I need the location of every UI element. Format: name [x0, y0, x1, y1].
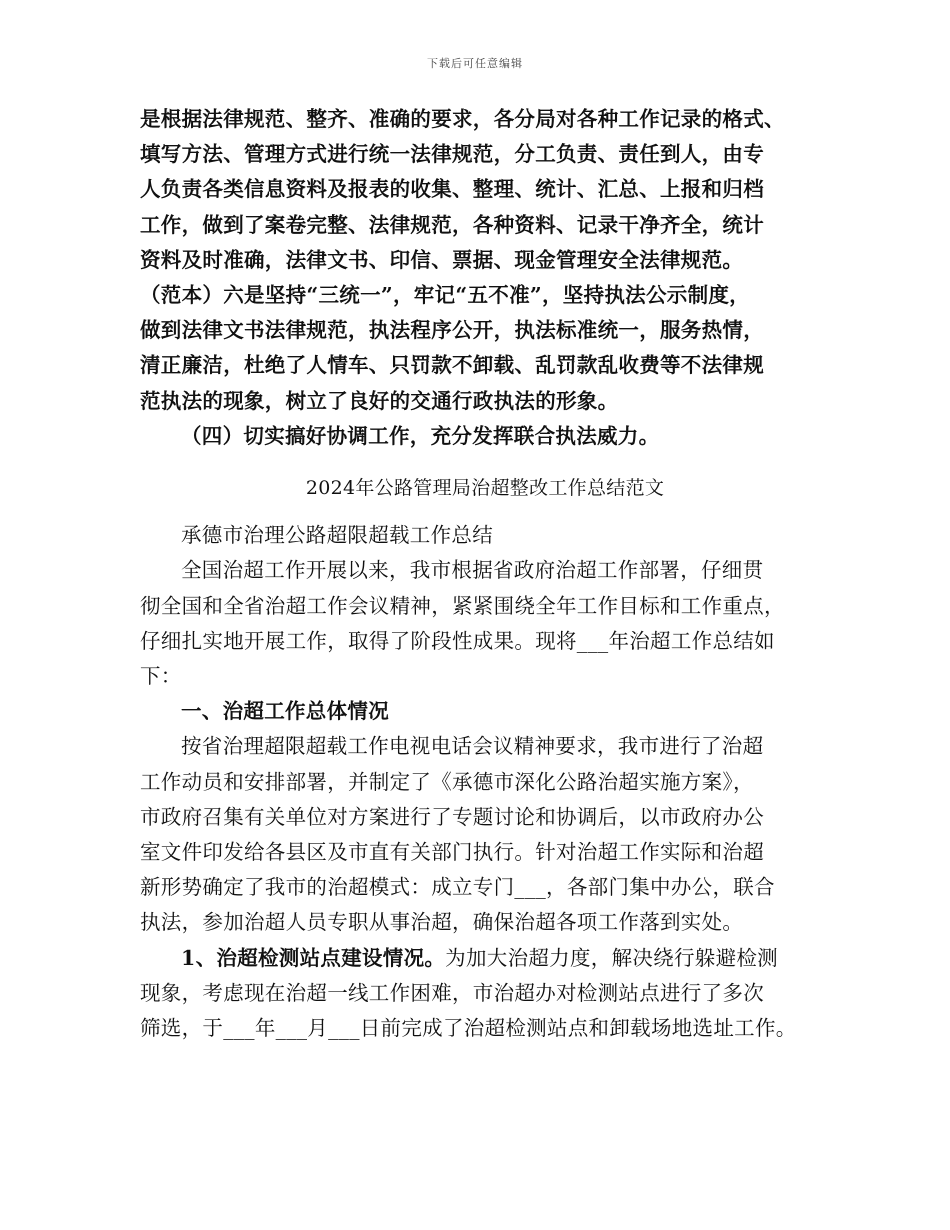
page-header: 下载后可任意编辑 [427, 57, 523, 70]
document-subtitle: 承德市治理公路超限超载工作总结 [181, 523, 493, 548]
text-line: 下： [140, 664, 182, 689]
text-line: 室文件印发给各县区及市直有关部门执行。针对治超工作实际和治超 [140, 840, 764, 865]
subsection-lead: 1、治超检测站点建设情况。 [181, 945, 446, 970]
text-line: 做到法律文书法律规范，执法程序公开，执法标准统一，服务热情， [140, 318, 764, 343]
text-line: 筛选，于___年___月___日前完成了治超检测站点和卸载场地选址工作。 [140, 1016, 797, 1041]
paragraph-3 [140, 553, 830, 694]
text-run: 为加大治超力度，解决绕行躲避检测 [445, 945, 778, 970]
text-line: 清正廉洁，杜绝了人情车、只罚款不卸载、乱罚款乱收费等不法律规 [140, 353, 764, 378]
text-line: （范本）六是坚持“三统一”，牢记“五不准”，坚持执法公示制度， [140, 283, 750, 308]
text-line: 新形势确定了我市的治超模式：成立专门___，各部门集中办公，联合 [140, 875, 775, 900]
text-line: 现象，考虑现在治超一线工作困难，市治超办对检测站点进行了多次 [140, 980, 764, 1005]
text-line: 人负责各类信息资料及报表的收集、整理、统计、汇总、上报和归档 [140, 177, 764, 202]
text-line: 市政府召集有关单位对方案进行了专题讨论和协调后，以市政府办公 [140, 804, 764, 829]
paragraph-1 [140, 102, 830, 419]
text-line: 资料及时准确，法律文书、印信、票据、现金管理安全法律规范。 [140, 247, 744, 272]
text-line: 是根据法律规范、整齐、准确的要求，各分局对各种工作记录的格式、 [140, 107, 785, 131]
text-line: 执法，参加治超人员专职从事治超，确保治超各项工作落到实处。 [140, 910, 744, 935]
text-line: 仔细扎实地开展工作，取得了阶段性成果。现将___年治超工作总结如 [140, 628, 775, 653]
text-line: 彻全国和全省治超工作会议精神，紧紧围绕全年工作目标和工作重点， [140, 593, 785, 618]
text-line: 工作动员和安排部署，并制定了《承德市深化公路治超实施方案》， [140, 769, 754, 794]
text-line: 范执法的现象，树立了良好的交通行政执法的形象。 [140, 388, 619, 413]
text-line: 按省治理超限超载工作电视电话会议精神要求，我市进行了治超 [181, 734, 764, 759]
document-body [140, 102, 830, 1046]
document-title: 2024年公路管理局治超整改工作总结范文 [305, 477, 665, 500]
paragraph-2: （四）切实搞好协调工作，充分发挥联合执法威力。 [181, 423, 660, 448]
text-line: 填写方法、管理方式进行统一法律规范，分工负责、责任到人，由专 [140, 142, 764, 167]
text-line [140, 941, 830, 976]
section-heading-1: 一、治超工作总体情况 [181, 699, 389, 724]
text-line: 全国治超工作开展以来，我市根据省政府治超工作部署，仔细贯 [181, 558, 764, 583]
text-line: 工作，做到了案卷完整、法律规范，各种资料、记录干净齐全，统计 [140, 212, 764, 237]
paragraph-4 [140, 729, 830, 940]
paragraph-5 [140, 941, 830, 1047]
